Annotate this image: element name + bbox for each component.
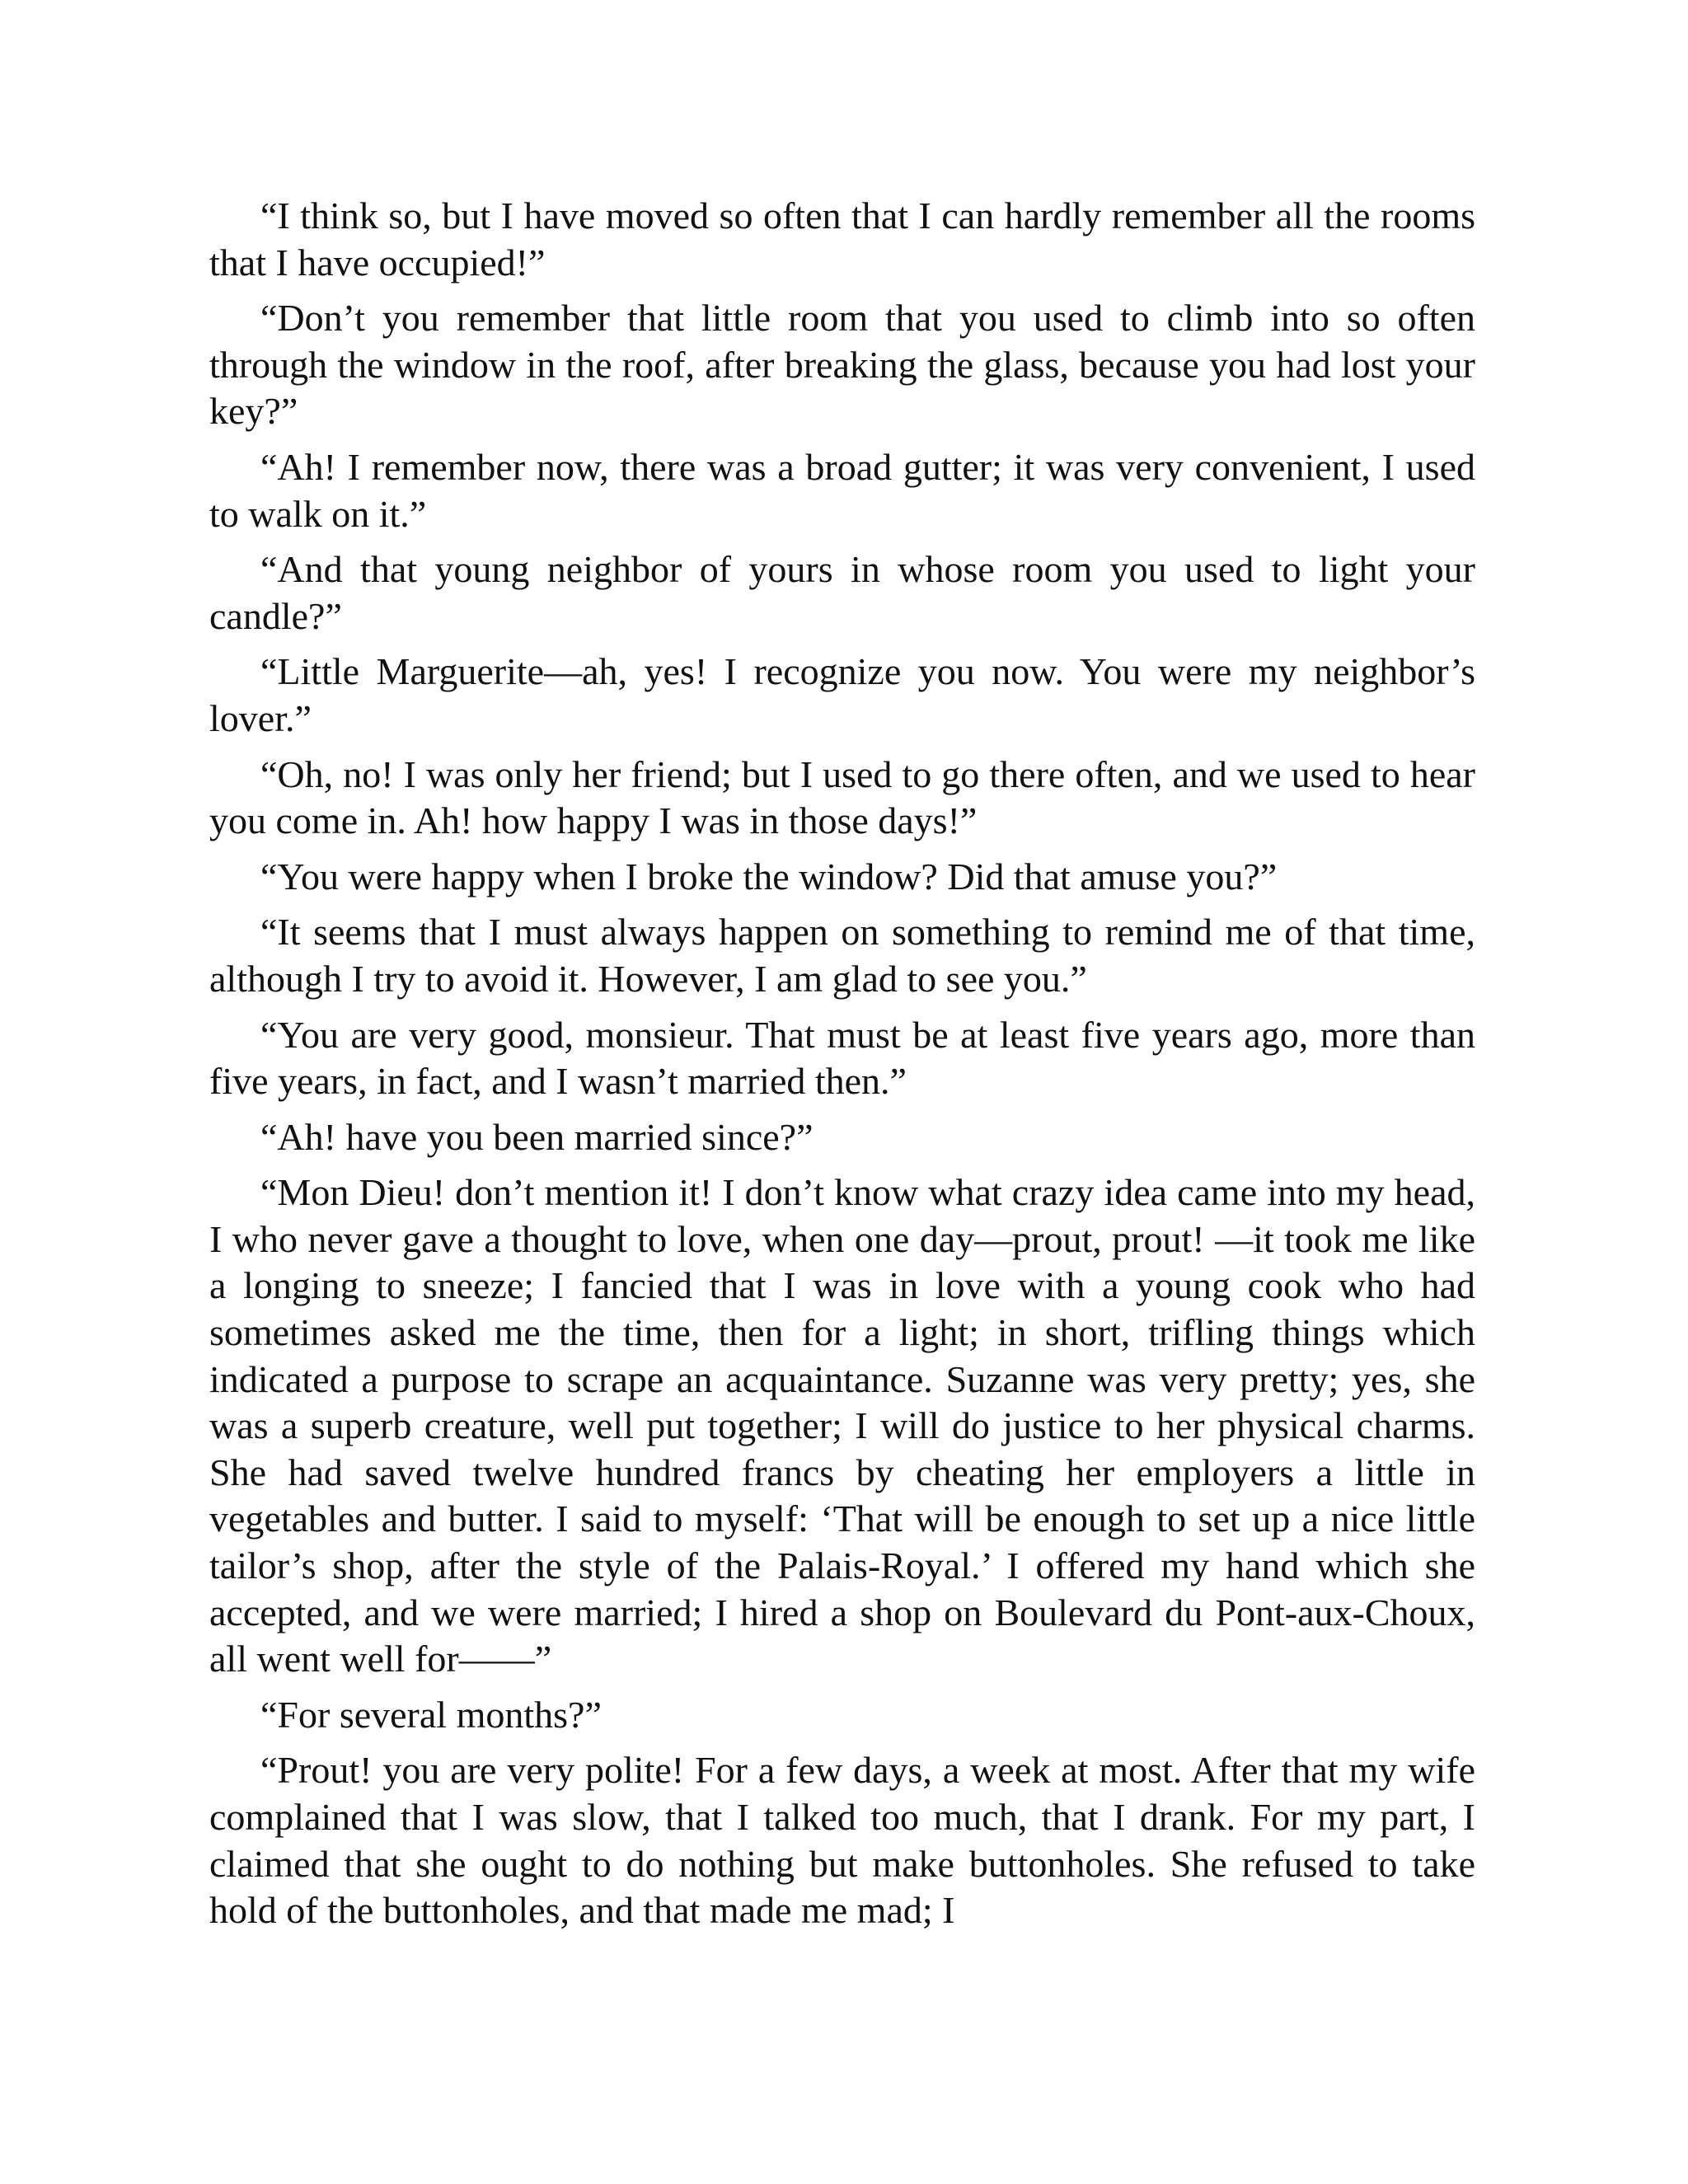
page-body-text: [209, 193, 1475, 1943]
paragraph-6: “Oh, no! I was only her friend; but I used to go there often, and we used to hear you come in. Ah! how happy I was in those days!”: [209, 752, 1475, 842]
paragraph-7: “You were happy when I broke the window? Did that amuse you?”: [260, 855, 1278, 898]
paragraph-5: “Little Marguerite—ah, yes! I recognize you now. You were my neighbor’s lover.”: [209, 650, 1475, 739]
paragraph-9: “You are very good, monsieur. That must be at least five years ago, more than five years, in fact, and I wasn’t married then.”: [209, 1013, 1475, 1103]
paragraph-13: “Prout! you are very polite! For a few days, a week at most. After that my wife complained that I was slow, that I talked too much, that I drank. For my part, I claimed that she ought to do nothing but make buttonholes. She refused to take hold of the buttonholes, and that made me mad; I: [209, 1749, 1475, 1932]
paragraph-3: “Ah! I remember now, there was a broad gutter; it was very convenient, I used to walk on it.”: [209, 445, 1475, 535]
paragraph-4: “And that young neighbor of yours in whose room you used to light your candle?”: [209, 548, 1475, 637]
paragraph-10: “Ah! have you been married since?”: [260, 1115, 814, 1158]
paragraph-1: “I think so, but I have moved so often that I can hardly remember all the rooms that I have occupied!”: [209, 194, 1475, 284]
paragraph-2: “Don’t you remember that little room that you used to climb into so often through the window in the roof, after breaking the glass, because you had lost your key?”: [209, 297, 1475, 433]
paragraph-12: “For several months?”: [260, 1693, 602, 1736]
paragraph-8: “It seems that I must always happen on something to remind me of that time, although I try to avoid it. However, I am glad to see you.”: [209, 911, 1475, 1000]
paragraph-11: “Mon Dieu! don’t mention it! I don’t know what crazy idea came into my head, I who never gave a thought to love, when one day—prout, prout! —it took me like a longing to sneeze; I fancied that I was in love with a young cook who had sometimes asked me the time, then for a light; in short, trifling things which indicated a purpose to scrape an acquaintance. Suzanne was very pretty; yes, she was a superb creature, well put together; I will do justice to her physical charms. She had saved twelve hundred francs by cheating her employers a little in vegetables and butter. I said to myself: ‘That will be enough to set up a nice little tailor’s shop, after the style of the Palais-Royal.’ I offered my hand which she accepted, and we were married; I hired a shop on Boulevard du Pont-aux-Choux, all went well for——”: [209, 1171, 1475, 1680]
